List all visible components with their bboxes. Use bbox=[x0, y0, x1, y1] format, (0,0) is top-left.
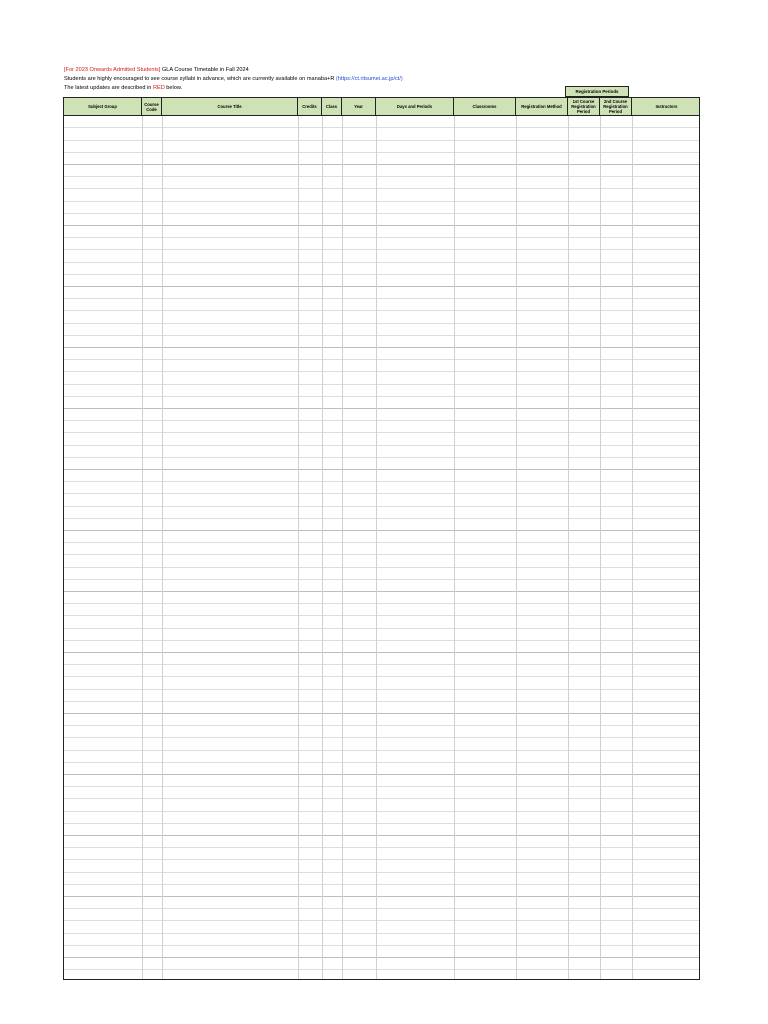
header-subject-group: Subject Group bbox=[64, 98, 142, 115]
timetable-title: GLA Course Timetable in Fall 2024 bbox=[161, 67, 249, 73]
syllabus-note bbox=[64, 75, 704, 84]
registration-periods-heading: Registration Periods bbox=[565, 86, 629, 97]
header-second-registration-period: 2nd Course Registration Period bbox=[600, 98, 632, 115]
header-classrooms: Classrooms bbox=[454, 98, 516, 115]
admission-year-note: [For 2023 Onwards Admitted Students] bbox=[64, 67, 161, 73]
syllabus-link[interactable]: (https://ct.ritsumei.ac.jp/ct/) bbox=[335, 76, 403, 82]
column-divider bbox=[600, 116, 601, 979]
column-divider bbox=[516, 116, 517, 979]
syllabus-note-text: Students are highly encouraged to see course syllabi in advance, which are currently available on manaba+R bbox=[64, 76, 335, 82]
column-divider bbox=[568, 116, 569, 979]
header-registration-method: Registration Method bbox=[516, 98, 568, 115]
header-credits: Credits bbox=[298, 98, 322, 115]
column-divider bbox=[162, 116, 163, 979]
column-divider bbox=[376, 116, 377, 979]
column-divider bbox=[322, 116, 323, 979]
column-divider bbox=[342, 116, 343, 979]
header-course-title: Course Title bbox=[162, 98, 298, 115]
table-header-row bbox=[63, 97, 700, 116]
header-days-periods: Days and Periods bbox=[376, 98, 454, 115]
column-divider bbox=[632, 116, 633, 979]
header-class: Class bbox=[322, 98, 342, 115]
header-instructors: Instructors bbox=[655, 104, 678, 109]
column-divider bbox=[298, 116, 299, 979]
header-year: Year bbox=[342, 98, 376, 115]
table-body bbox=[63, 116, 700, 980]
header-first-registration-period: 1st Course Registration Period bbox=[568, 98, 600, 115]
updates-note-red-word: RED bbox=[152, 85, 165, 91]
updates-note-suffix: below. bbox=[164, 85, 183, 91]
column-divider bbox=[142, 116, 143, 979]
header-course-code: Course Code bbox=[142, 98, 162, 115]
updates-note-prefix: The latest updates are described in bbox=[64, 85, 153, 91]
timetable-title-line bbox=[64, 66, 704, 75]
column-divider bbox=[454, 116, 455, 979]
